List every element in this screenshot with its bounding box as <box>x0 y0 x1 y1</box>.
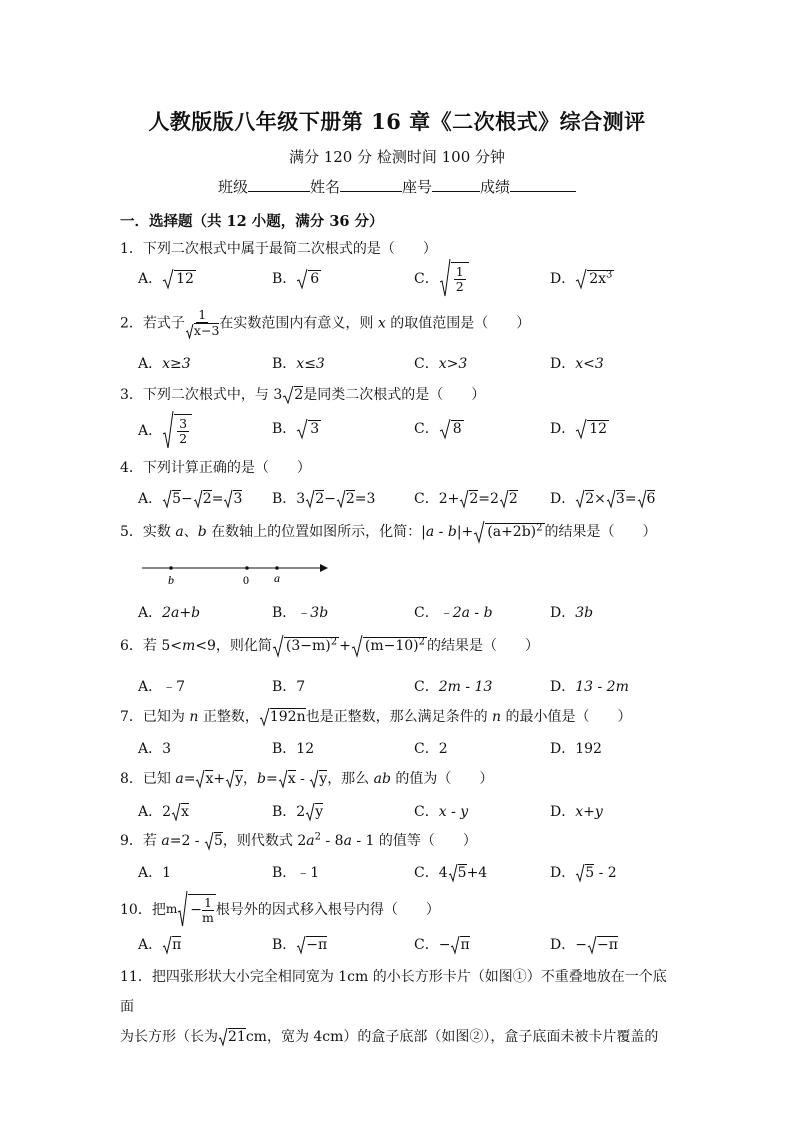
question-9: 9．若 a=2 - 5，则代数式 $2a^2 - 8a - 1$ 的值等（ ） <box>120 831 477 849</box>
sqrt-symbol <box>162 268 174 290</box>
class-label: 班级 <box>217 178 248 196</box>
q7-option-d[interactable]: D．192 <box>550 741 602 757</box>
q3-option-d[interactable]: D． 12 <box>550 418 609 440</box>
q2-option-a[interactable]: A．x≥3 <box>138 356 191 372</box>
axis-label-b: b <box>168 573 174 587</box>
sqrt-symbol <box>575 418 587 440</box>
point-0 <box>245 566 249 570</box>
exam-subtitle: 满分 120 分 检测时间 100 分钟 <box>288 148 506 166</box>
sqrt-symbol <box>575 268 587 290</box>
score-blank[interactable] <box>510 177 576 192</box>
question-11-line-1: 11．把四张形状大小完全相同宽为 1cm 的小长方形卡片（如图①）不重叠地放在一个底面 <box>120 969 667 1015</box>
sqrt-symbol <box>439 258 451 298</box>
q10-option-c[interactable]: C．− π <box>414 937 470 953</box>
q5-option-d[interactable]: D．3b <box>550 605 594 621</box>
q9-option-d[interactable]: D． 5 - 2 <box>550 865 617 881</box>
q9-option-c[interactable]: C．4 5+4 <box>414 865 488 881</box>
question-8: 8．已知 a= x+ y，b= x - y，那么 ab 的值为（ ） <box>120 771 494 787</box>
question-1: 1．下列二次根式中属于最简二次根式的是（ ） <box>120 241 437 257</box>
student-info-line <box>0 176 794 197</box>
q7-option-b[interactable]: B．12 <box>272 741 315 757</box>
question-3-options <box>138 418 698 454</box>
question-1-options <box>138 264 698 304</box>
q4-option-b[interactable]: B．3 2− 2=3 <box>272 491 376 507</box>
number-line <box>138 558 338 588</box>
section-heading: 一．选择题（共 12 小题，满分 36 分） <box>120 213 384 230</box>
q3-option-b[interactable]: B． 3 <box>272 418 321 440</box>
q4-option-c[interactable]: C．2+ 2=2 2 <box>414 491 518 507</box>
q4-option-d[interactable]: D． 2× 3= 6 <box>550 491 656 507</box>
q6-option-b[interactable]: B．7 <box>272 679 306 695</box>
q7-option-a[interactable]: A．3 <box>138 741 172 757</box>
q1-option-c[interactable]: C． $\frac{1}{2}$ <box>414 258 469 298</box>
q8-option-d[interactable]: D．x+y <box>550 804 603 820</box>
q6-option-d[interactable]: D．13 - 2m <box>550 679 629 695</box>
q1-option-d[interactable]: D． $2x^3$ <box>550 268 614 290</box>
q5-option-b[interactable]: B．﹣3b <box>272 605 329 621</box>
sqrt-symbol <box>296 418 308 440</box>
question-4-options <box>138 488 698 524</box>
sqrt-symbol <box>439 418 451 440</box>
q5-option-c[interactable]: C．﹣2a - b <box>414 605 493 621</box>
page-title: 人教版版八年级下册第 16 章《二次根式》综合测评 <box>148 109 646 134</box>
class-blank[interactable] <box>248 177 310 192</box>
question-5: 5．实数 a、b 在数轴上的位置如图所示，化简：|a - b|+ $(a+2b)^2$ 的结果是（ ） <box>120 522 657 540</box>
point-a <box>275 566 279 570</box>
q8-option-c[interactable]: C．x - y <box>414 804 469 820</box>
question-2: 2．若式子 $\frac{1}{x-3}$ 在实数范围内有意义，则 x 的取值范围是（ ） <box>120 307 531 339</box>
question-7: 7．已知为 n 正整数， 192n也是正整数，那么满足条件的 n 的最小值是（ ） <box>120 709 632 725</box>
name-blank[interactable] <box>340 177 402 192</box>
q2-option-b[interactable]: B．x≤3 <box>272 356 325 372</box>
q5-option-a[interactable]: A．2a+b <box>138 605 201 621</box>
q1-option-a[interactable]: A． 12 <box>138 268 196 290</box>
question-6: 6．若 5<m<9，则化简 $(3-m)^2$ + $(m-10)^2$ 的结果是（ ） <box>120 636 539 654</box>
question-11 <box>120 962 680 1052</box>
question-11-line-2: 为长方形（长为 21cm，宽为 4cm）的盒子底部（如图②），盒子底面未被卡片覆盖的 <box>120 1029 659 1045</box>
q4-option-a[interactable]: A． 5− 2= 3 <box>138 491 243 507</box>
q9-option-a[interactable]: A．1 <box>138 865 172 881</box>
q1-option-b[interactable]: B． 6 <box>272 268 321 290</box>
q8-option-a[interactable]: A．2 x <box>138 804 189 820</box>
name-label: 姓名 <box>309 178 340 196</box>
q8-option-b[interactable]: B．2 y <box>272 804 324 820</box>
arrow-icon <box>320 564 328 572</box>
point-b <box>169 566 173 570</box>
question-5-options <box>138 602 698 638</box>
seat-blank[interactable] <box>432 177 480 192</box>
sqrt-symbol <box>282 385 294 405</box>
question-10: 10．把m − $\frac{1}{m}$ 根号外的因式移入根号内得（ ） <box>120 890 440 928</box>
sqrt-symbol <box>185 323 194 339</box>
q6-option-c[interactable]: C．2m - 13 <box>414 679 493 695</box>
q6-option-a[interactable]: A．﹣7 <box>138 679 186 695</box>
q7-option-c[interactable]: C．2 <box>414 741 448 757</box>
axis-label-0: 0 <box>243 573 249 587</box>
q3-option-a[interactable]: A． $\frac{3}{2}$ <box>138 410 192 450</box>
sqrt-symbol <box>162 410 174 450</box>
seat-label: 座号 <box>402 178 433 196</box>
q10-option-b[interactable]: B． −π <box>272 937 328 953</box>
axis-label-a: a <box>274 571 280 585</box>
q2-option-c[interactable]: C．x>3 <box>414 356 468 372</box>
q9-option-b[interactable]: B．﹣1 <box>272 865 320 881</box>
q10-option-d[interactable]: D．− −π <box>550 937 618 953</box>
q10-option-a[interactable]: A． π <box>138 937 182 953</box>
sqrt-symbol <box>296 268 308 290</box>
score-label: 成绩 <box>480 178 511 196</box>
question-4: 4．下列计算正确的是（ ） <box>120 460 311 476</box>
fraction: $\frac{1}{x-3}$ <box>185 308 219 339</box>
q2-option-d[interactable]: D．x<3 <box>550 356 604 372</box>
question-3: 3．下列二次根式中，与 3 2是同类二次根式的是（ ） <box>120 387 486 403</box>
q3-option-c[interactable]: C． 8 <box>414 418 464 440</box>
